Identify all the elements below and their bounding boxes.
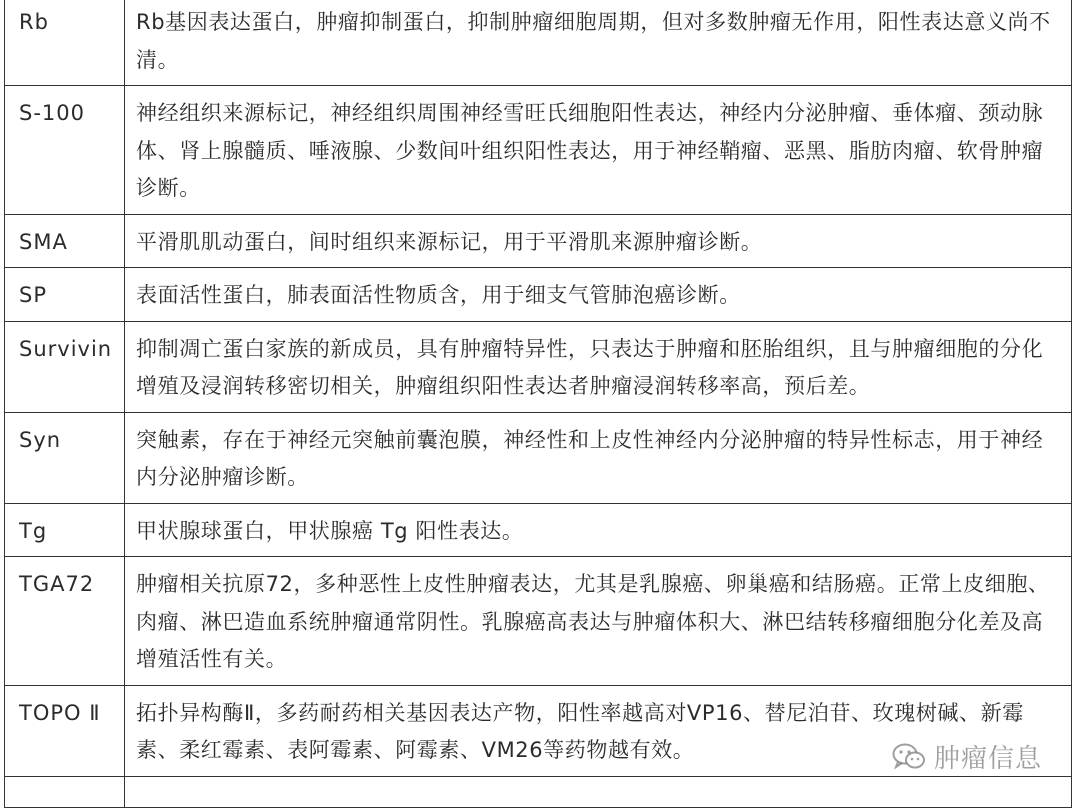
marker-name: Survivin [5,321,125,412]
marker-name: Rb [5,0,125,86]
empty-cell [5,776,125,807]
table-row [5,214,1072,268]
empty-cell [125,776,1072,807]
table-row [5,0,1072,86]
marker-description: 拓扑异构酶Ⅱ，多药耐药相关基因表达产物，阳性率越高对VP16、替尼泊苷、玫瑰树碱、新霉素、柔红霉素、表阿霉素、阿霉素、VM26等药物越有效。 [125,685,1072,776]
marker-name: Syn [5,412,125,503]
marker-name: SMA [5,214,125,268]
table-row [5,321,1072,412]
table-row [5,503,1072,557]
table-row [5,86,1072,215]
marker-name: SP [5,268,125,322]
marker-name: Tg [5,503,125,557]
marker-table [4,0,1072,808]
table-row-partial [5,776,1072,807]
table-row [5,268,1072,322]
marker-description: 抑制凋亡蛋白家族的新成员，具有肿瘤特异性，只表达于肿瘤和胚胎组织，且与肿瘤细胞的分化增殖及浸润转移密切相关，肿瘤组织阳性表达者肿瘤浸润转移率高，预后差。 [125,321,1072,412]
marker-description: Rb基因表达蛋白，肿瘤抑制蛋白，抑制肿瘤细胞周期，但对多数肿瘤无作用，阳性表达意义尚不清。 [125,0,1072,86]
table-row [5,412,1072,503]
marker-description: 突触素，存在于神经元突触前囊泡膜，神经性和上皮性神经内分泌肿瘤的特异性标志，用于神经内分泌肿瘤诊断。 [125,412,1072,503]
marker-description: 表面活性蛋白，肺表面活性物质含，用于细支气管肺泡癌诊断。 [125,268,1072,322]
marker-description: 平滑肌肌动蛋白，间时组织来源标记，用于平滑肌来源肿瘤诊断。 [125,214,1072,268]
watermark-text: 肿瘤信息 [933,744,1042,774]
marker-description: 甲状腺球蛋白，甲状腺癌 Tg 阳性表达。 [125,503,1072,557]
marker-description: 神经组织来源标记，神经组织周围神经雪旺氏细胞阳性表达，神经内分泌肿瘤、垂体瘤、颈动脉体、肾上腺髓质、唾液腺、少数间叶组织阳性表达，用于神经鞘瘤、恶黑、脂肪肉瘤、软骨肿瘤诊断。 [125,86,1072,215]
table-row [5,557,1072,686]
marker-name: TOPO Ⅱ [5,685,125,776]
marker-name: TGA72 [5,557,125,686]
table-row [5,685,1072,776]
marker-name: S-100 [5,86,125,215]
marker-description: 肿瘤相关抗原72，多种恶性上皮性肿瘤表达，尤其是乳腺癌、卵巢癌和结肠癌。正常上皮细胞、肉瘤、淋巴造血系统肿瘤通常阴性。乳腺癌高表达与肿瘤体积大、淋巴结转移瘤细胞分化差及高增殖活性有关。 [125,557,1072,686]
